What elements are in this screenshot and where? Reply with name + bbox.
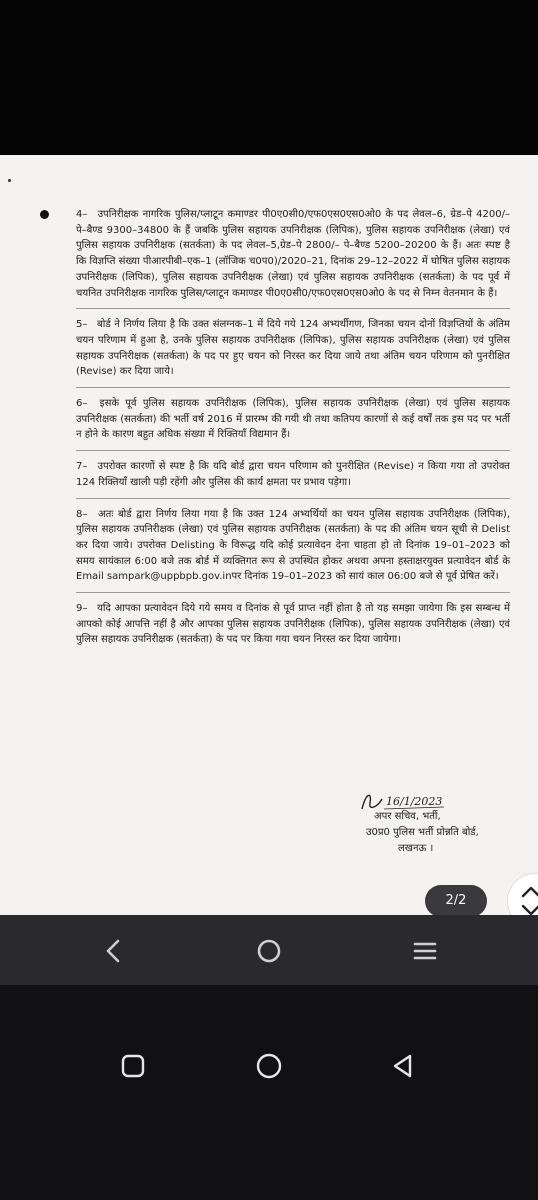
margin-mark	[8, 179, 11, 182]
page-indicator: 2/2	[425, 885, 487, 917]
home-button[interactable]	[251, 933, 287, 969]
system-home-button[interactable]	[252, 1049, 286, 1083]
paragraph-number: 5–	[76, 319, 88, 331]
document-page[interactable]	[0, 155, 538, 915]
bullet-dot	[40, 210, 49, 219]
divider	[76, 387, 510, 388]
home-circle-icon	[251, 933, 287, 969]
paragraph-6	[76, 396, 510, 443]
paragraph-text: इसके पूर्व पुलिस सहायक उपनिरीक्षक (लिपिक), पुलिस सहायक उपनिरीक्षक (लेखा) एवं पुलिस सहायक उपनिरीक्षक (सतर्कता) की भर्ती वर्ष 2016 में प्रारम्भ की गयी थी तथा कतिपय कारणों से कई वर्षों तक इस पद पर भर्ती न होने के कारण बहुत अधिक संख्या में रिक्तियॉं विद्यमान हैं।	[76, 398, 510, 441]
signature-block	[356, 791, 526, 857]
viewer-background-top	[0, 0, 538, 155]
back-chevron-icon	[96, 933, 132, 969]
recents-square-icon	[116, 1049, 150, 1083]
system-navigation-bar	[0, 985, 538, 1200]
paragraph-5	[76, 317, 510, 380]
back-button[interactable]	[96, 933, 132, 969]
back-triangle-icon	[386, 1049, 420, 1083]
paragraph-8	[76, 507, 510, 586]
paragraph-number: 8–	[76, 508, 88, 520]
paragraph-text: अतः बोर्ड द्वारा निर्णय लिया गया है कि उक्त 124 अभ्यर्थियों का चयन पुलिस सहायक उपनिरीक्षक (लिपिक), पुलिस सहायक उपनिरीक्षक (लेखा) एवं पुलिस सहायक उपनिरीक्षक (सतर्कता) के पद की अंतिम चयन सूची से Delist कर दिया जाये। उपरोक्त Delisting के विरूद्ध यदि कोई प्रत्यावेदन देना चाहता हो तो दिनांक 19–01–2023 को समय सायंकाल 6:00 बजे तक बोर्ड में व्यक्तिगत रूप से उपस्थित होकर अथवा अपना हस्ताक्षरयुक्त प्रत्यावेदन बोर्ड के Email sampark@uppbpb.gov.inपर दिनांक 19–01–2023 को सायं काल 06:00 बजे से पूर्व प्रेषित करें।	[76, 508, 510, 583]
paragraph-number: 7–	[76, 461, 88, 473]
menu-button[interactable]	[407, 933, 443, 969]
recents-button[interactable]	[116, 1049, 150, 1083]
signature-designation: अपर सचिव, भर्ती,	[374, 811, 441, 822]
divider	[76, 308, 510, 309]
paragraph-text: यदि आपका प्रत्यावेदन दिये गये समय व दिनांक से पूर्व प्राप्त नहीं होता है तो यह समझा जायेगा कि इस सम्बन्ध में आपको कोई आपत्ति नहीं है और आपका पुलिस सहायक उपनिरीक्षक (लिपिक), पुलिस सहायक उपनिरीक्षक (लेखा) एवं पुलिस सहायक उपनिरीक्षक (सतर्कता) के पद पर किया गया चयन निरस्त कर दिया जायेगा।	[76, 603, 510, 646]
paragraph-text: बोर्ड ने निर्णय लिया है कि उक्त संलग्नक–1 में दिये गये 124 अभ्यर्थीगण, जिनका चयन दोनों विज्ञप्तियों के अंतिम चयन परिणाम में हुआ है, उनके पुलिस सहायक उपनिरीक्षक (लिपिक), पुलिस सहायक उपनिरीक्षक (लेखा) एवं पुलिस सहायक उपनिरीक्षक (सतर्कता) के पद पर हुए चयन को निरस्त कर दिया जाये तथा अंतिम चयन परिणाम को पुनरीक्षित (Revise) कर दिया जाये।	[76, 319, 510, 378]
app-navigation-bar	[0, 915, 538, 985]
divider	[76, 592, 510, 593]
handwritten-signature	[356, 789, 446, 813]
signature-date: 16/1/2023	[386, 795, 443, 808]
signature-city: लखनऊ ।	[398, 843, 434, 854]
divider	[76, 498, 510, 499]
document-body	[76, 207, 510, 663]
menu-lines-icon	[407, 933, 443, 969]
paragraph-text: उपनिरीक्षक नागरिक पुलिस/प्लाटून कमाण्डर पी0ए0सी0/एफ0एस0एस0ओ0 के पद लेवल–6, ग्रेड–पे 4200/– पे–बैण्ड 9300–34800 के हैं जबकि पुलिस सहायक उपनिरीक्षक (लिपिक), पुलिस सहायक उपनिरीक्षक (लेखा) एवं पुलिस सहायक उपनिरीक्षक (सतर्कता) के पद लेवल–5,ग्रेड–पे 2800/– पे–बैण्ड 5200–20200 के हैं। अतः स्पष्ट है कि विज्ञप्ति संख्या पीआरपीबी–एक–1 (लॉजिक च0प0)/2020–21, दिनांक 29–12–2022 में घोषित पुलिस सहायक उपनिरीक्षक (लिपिक), पुलिस सहायक उपनिरीक्षक (लेखा) एवं पुलिस सहायक उपनिरीक्षक (सतर्कता) के पद पूर्व में चयनित उपनिरीक्षक नागरिक पुलिस/प्लाटून कमाण्डर पी0ए0सी0/एफ0एस0एस0ओ0 के पद से निम्न वेतनमान के हैं।	[76, 209, 510, 299]
paragraph-4	[76, 207, 510, 301]
divider	[76, 450, 510, 451]
system-back-button[interactable]	[386, 1049, 420, 1083]
paragraph-text: उपरोक्त कारणों से स्पष्ट है कि यदि बोर्ड द्वारा चयन परिणाम को पुनरीक्षित (Revise) न किया गया तो उपरोक्त 124 रिक्तियॉं खाली पड़ी रहेंगी और पुलिस की कार्य क्षमता पर प्रभाव पड़ेगा।	[76, 461, 510, 488]
paragraph-number: 4–	[76, 209, 88, 220]
paragraph-number: 9–	[76, 603, 88, 615]
scroll-chevrons-icon	[520, 883, 538, 919]
signature-organisation: उ0प्र0 पुलिस भर्ती प्रोन्नति बोर्ड,	[366, 827, 479, 838]
paragraph-number: 6–	[76, 398, 88, 410]
paragraph-9	[76, 601, 510, 648]
paragraph-7	[76, 459, 510, 490]
home-circle-icon	[252, 1049, 286, 1083]
